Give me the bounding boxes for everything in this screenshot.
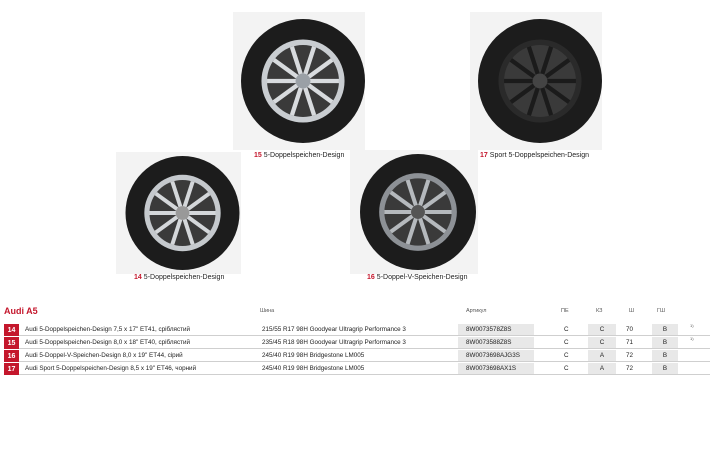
table-row [4, 337, 710, 349]
row-divider [19, 348, 710, 349]
row-divider [19, 361, 710, 362]
wheel-name: Sport 5-Doppelspeichen-Design [489, 152, 590, 159]
wheel-name: 5-Doppel-V-Speichen-Design [376, 274, 468, 281]
row-description: Audi 5-Doppelspeichen-Design 8,0 x 18" ET40, сріблястий [25, 339, 191, 346]
row-divider [19, 335, 710, 336]
row-index: 14 [4, 324, 19, 336]
row-index: 15 [4, 337, 19, 349]
wheel-image-14 [116, 152, 241, 274]
row-tire: 215/55 R17 98H Goodyear Ultragrip Performance 3 [262, 326, 406, 333]
wheel-caption-15 [254, 152, 344, 159]
wheel-number: 14 [134, 274, 142, 281]
row-index: 17 [4, 363, 19, 375]
header-article: Артикул [466, 308, 487, 314]
row-tire: 235/45 R18 98H Goodyear Ultragrip Performance 3 [262, 339, 406, 346]
row-index: 16 [4, 350, 19, 362]
row-sh: 71 [626, 339, 634, 346]
row-pe: C [564, 339, 569, 346]
wheel-number: 15 [254, 152, 262, 159]
row-article: 8W0073578Z8S [458, 324, 534, 336]
row-tire: 245/40 R19 98H Bridgestone LM005 [262, 365, 365, 372]
row-gsh: B [652, 350, 678, 362]
wheel-image-16 [350, 150, 478, 274]
header-sh: Ш [629, 308, 635, 314]
row-gsh: B [652, 324, 678, 336]
row-pe: C [564, 365, 569, 372]
wheel-icon [116, 152, 241, 274]
row-kz: A [588, 350, 616, 362]
row-article: 8W0073698AX1S [458, 363, 534, 375]
row-pe: C [564, 326, 569, 333]
header-tire: Шина [260, 308, 275, 314]
wheel-icon [470, 12, 602, 150]
row-gsh: B [652, 337, 678, 349]
row-pe: C [564, 352, 569, 359]
row-sh: 70 [626, 326, 634, 333]
wheel-icon [233, 12, 365, 150]
row-article: 8W0073698AJG3S [458, 350, 534, 362]
wheel-caption-14 [134, 274, 224, 281]
header-kz: КЗ [596, 308, 603, 314]
row-kz: C [588, 337, 616, 349]
header-pe: ПЕ [561, 308, 569, 314]
wheel-name: 5-Doppelspeichen-Design [263, 152, 345, 159]
table-row [4, 324, 710, 336]
row-description: Audi 5-Doppelspeichen-Design 7,5 x 17" ET41, сріблястий [25, 326, 191, 333]
row-divider [19, 374, 710, 375]
table-row [4, 350, 710, 362]
wheel-image-17 [470, 12, 602, 150]
wheel-caption-17 [480, 152, 589, 159]
row-sh: 72 [626, 352, 634, 359]
table-title: Audi A5 [4, 306, 38, 316]
header-gsh: ГШ [657, 308, 666, 314]
row-sh: 72 [626, 365, 634, 372]
wheel-number: 16 [367, 274, 375, 281]
wheel-image-15 [233, 12, 365, 150]
wheel-number: 17 [480, 152, 488, 159]
row-footnote: 1) [690, 336, 694, 341]
row-footnote: 1) [690, 323, 694, 328]
wheel-icon [350, 150, 478, 274]
table-row [4, 363, 710, 375]
row-description: Audi Sport 5-Doppelspeichen-Design 8,5 x 19" ET46, чорний [25, 365, 197, 372]
row-article: 8W0073588Z8S [458, 337, 534, 349]
row-tire: 245/40 R19 98H Bridgestone LM005 [262, 352, 365, 359]
wheel-name: 5-Doppelspeichen-Design [143, 274, 225, 281]
row-kz: A [588, 363, 616, 375]
row-description: Audi 5-Doppel-V-Speichen-Design 8,0 x 19" ET44, сірий [25, 352, 183, 359]
row-gsh: B [652, 363, 678, 375]
row-kz: C [588, 324, 616, 336]
wheel-caption-16 [367, 274, 467, 281]
